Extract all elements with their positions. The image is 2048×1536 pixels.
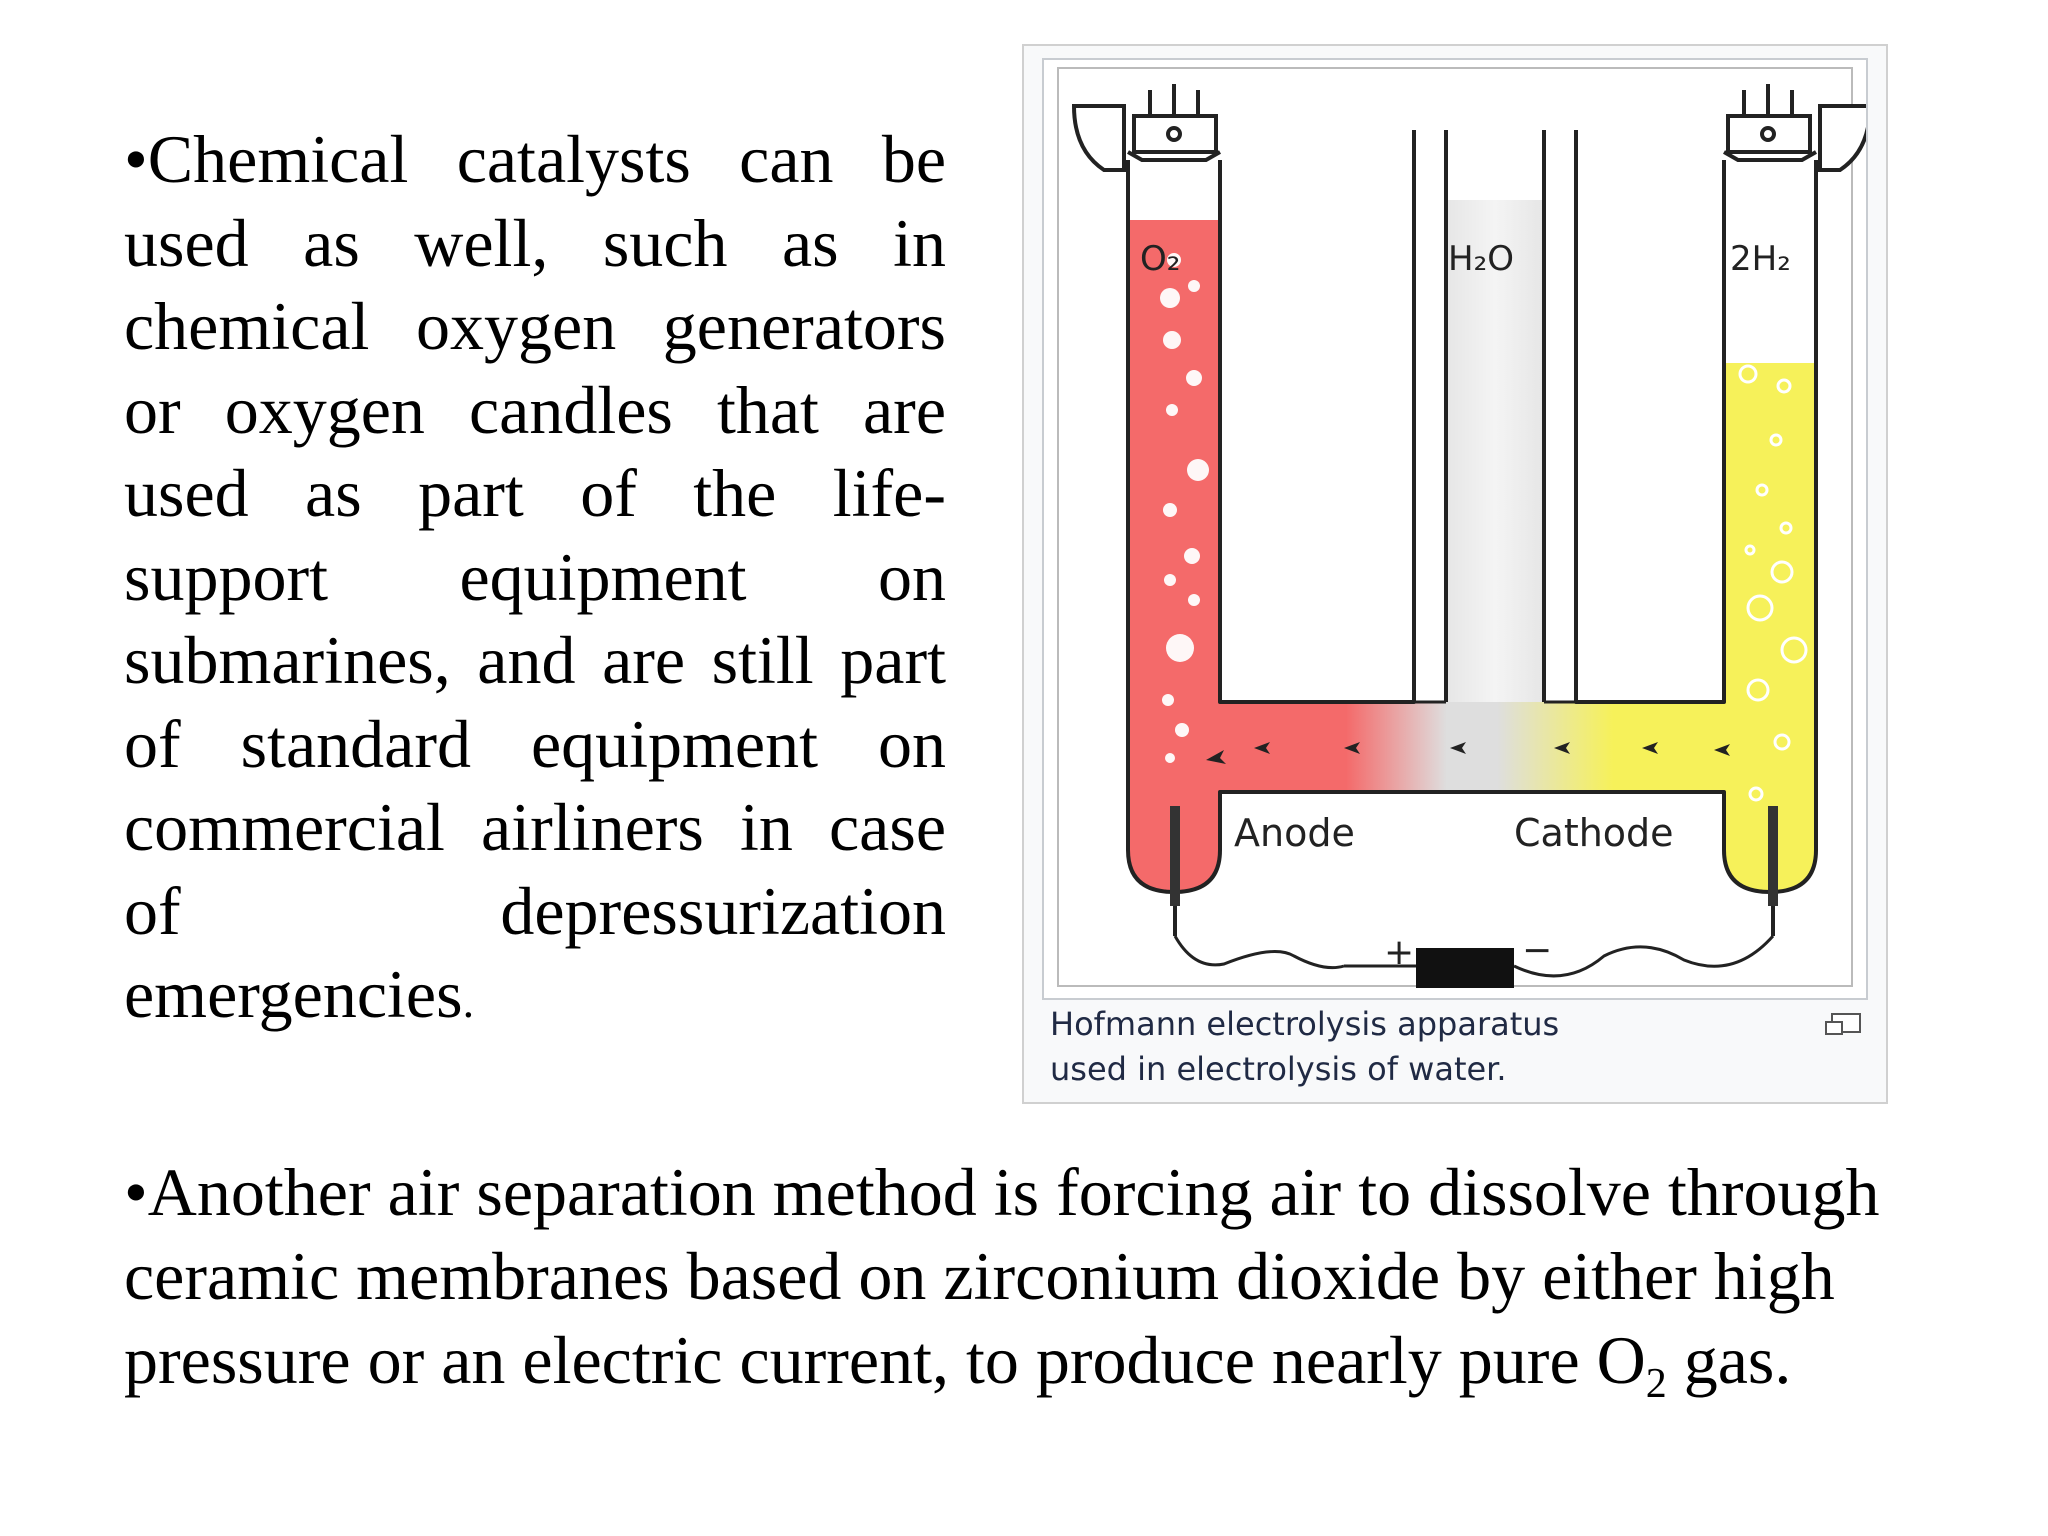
caption-line-1: Hofmann electrolysis apparatus bbox=[1050, 1005, 1560, 1043]
paragraph2-line-3 bbox=[124, 1318, 1924, 1407]
paragraph-air-separation bbox=[124, 1150, 1924, 1407]
paragraph1-text: •Chemical catalysts can be used as well, such as in chemical oxygen generators or oxygen candles that are used as part of the life-support equipment on submarines, and are still part of standard equipment on commercial airliners in case of depressurization emergencies bbox=[124, 121, 946, 1032]
label-cathode: Cathode bbox=[1514, 811, 1674, 855]
hofmann-apparatus-image[interactable] bbox=[1042, 58, 1868, 1000]
hofmann-apparatus-diagram bbox=[1044, 60, 1866, 998]
o2-subscript: 2 bbox=[1645, 1361, 1667, 1407]
paragraph2-line-2: ceramic membranes based on zirconium dioxide by either high bbox=[124, 1238, 1835, 1314]
enlarge-icon[interactable] bbox=[1822, 1010, 1864, 1038]
label-h2o: H₂O bbox=[1448, 239, 1514, 279]
label-plus: + bbox=[1384, 932, 1415, 973]
paragraph2-line-3-end: gas. bbox=[1666, 1322, 1792, 1398]
paragraph-chemical-catalysts bbox=[124, 118, 946, 1044]
paragraph2-line-3-start: pressure or an electric current, to produce nearly pure O bbox=[124, 1322, 1646, 1398]
cathode-electrode bbox=[1768, 806, 1778, 936]
stopcock-icon bbox=[1724, 84, 1866, 170]
figure-caption bbox=[1050, 1002, 1810, 1092]
oxygen-tube-liquid bbox=[1128, 220, 1220, 890]
label-o2: O₂ bbox=[1140, 239, 1181, 279]
figure-thumbnail bbox=[1022, 44, 1888, 1104]
paragraph1-period: . bbox=[462, 976, 475, 1027]
stopcock-icon bbox=[1074, 84, 1220, 170]
battery-icon bbox=[1416, 948, 1514, 988]
paragraph2-line-1: •Another air separation method is forcing air to dissolve through bbox=[124, 1154, 1880, 1230]
caption-line-2: used in electrolysis of water. bbox=[1050, 1050, 1507, 1088]
label-2h2: 2H₂ bbox=[1730, 239, 1791, 279]
label-anode: Anode bbox=[1234, 811, 1355, 855]
label-minus: − bbox=[1522, 930, 1553, 971]
anode-electrode bbox=[1170, 806, 1180, 936]
